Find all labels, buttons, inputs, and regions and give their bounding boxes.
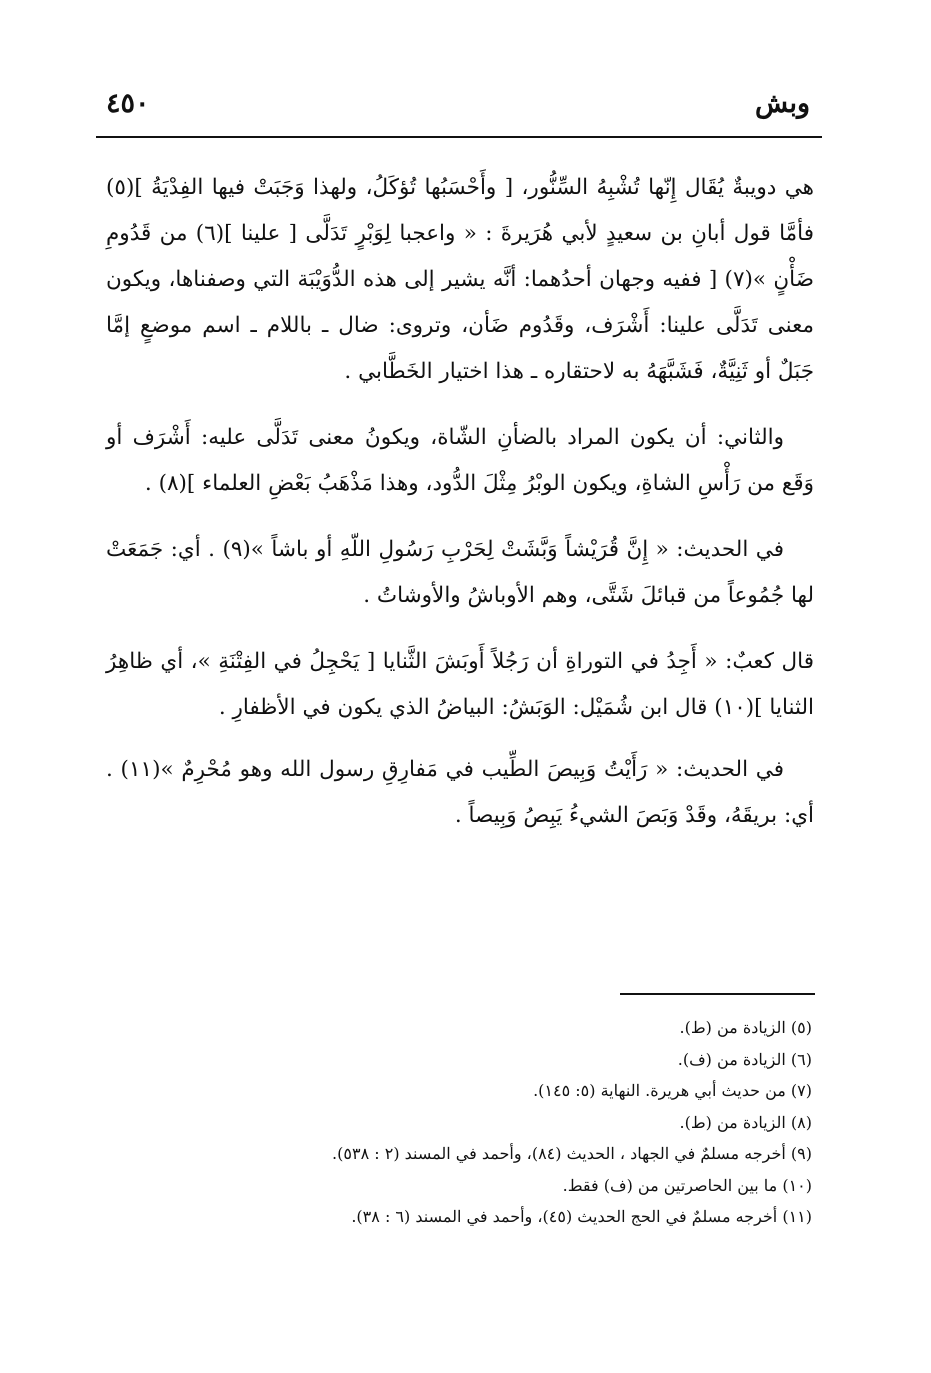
footnotes	[180, 1012, 812, 1233]
footnote-5: (٥) الزيادة من (ط).	[679, 1018, 812, 1037]
paragraph-4: قال كعبٌ: « أَجِدُ في التوراةِ أن رَجُلاً أَوبَشَ الثَّنايا [ يَحْجِلُ في الفِتْنَةِ »، أي ظاهِرُ الثنايا ](١٠) قال ابن شُمَيْل: الوَبَشُ: البياضُ الذي يكون في الأظفارِ .	[106, 649, 814, 720]
paragraph-3: في الحديث: « إِنَّ قُرَيْشاً وَبَّشَتْ لِحَرْبِ رَسُولِ اللّهِ أو باشاً »(٩) . أي: جَمَعَتْ لها جُمُوعاً من قبائلَ شَتَّى، وهم الأوباشُ والأوشاتُ .	[106, 537, 814, 608]
footnote-8: (٨) الزيادة من (ط).	[679, 1112, 812, 1132]
footnote-11: (١١) أخرجه مسلمٌ في الحج الحديث (٤٥)، وأحمد في المسند (٦ : ٣٨).	[351, 1207, 812, 1226]
running-head-entry-word: وبش	[755, 88, 810, 119]
footnote-7: (٧) من حديث أبي هريرة. النهاية (٥: ١٤٥).	[533, 1081, 812, 1100]
paragraph-2: والثاني: أن يكون المراد بالضأنِ الشّاة، ويكونُ معنى تَدَلَّى عليه: أَشْرَف أو وَقَع من رَأْسِ الشاةِ، ويكون الوبْرُ مِثْلَ الدُّود، وهذا مَذْهَبُ بَعْضِ العلماء ](٨) .	[106, 425, 814, 496]
paragraph-5: في الحديث: « رَأَيْتُ وَبِيصَ الطِّيب في مَفارِقِ رسول الله وهو مُحْرِمٌ »(١١) . أي: بريقَهُ، وقَدْ وَبَصَ الشيءُ يَبِصُ وَبِيصاً .	[106, 757, 814, 828]
page-number: ٤٥٠	[106, 88, 150, 119]
header-rule	[96, 136, 822, 138]
footnote-6: (٦) الزيادة من (ف).	[677, 1049, 812, 1069]
footnote-10: (١٠) ما بين الحاصرتين من (ف) فقط.	[562, 1175, 812, 1195]
footnote-9: (٩) أخرجه مسلمٌ في الجهاد ، الحديث (٨٤)، وأحمد في المسند (٢ : ٥٣٨).	[332, 1144, 812, 1163]
main-text	[106, 165, 814, 859]
footnote-rule	[620, 993, 815, 995]
page-header	[100, 82, 820, 132]
paragraph-1: هي دويبةٌ يُقَال إِنّها تُشْبِهُ السِّنُّور، [ وأَحْسَبُها تُؤكَلُ، ولهذا وَجَبَتْ فيها الفِدْيَةُ ](٥) فأمَّا قول أبانِ بن سعيدٍ لأبي هُرَيرةَ : « واعجبا لِوَبْرٍ تَدَلَّى [ علينا ](٦) من قَدُومِ ضَأْنٍ »(٧) [ ففيه وجهان أحدُهما: أنَّه يشير إلى هذه الدُّوَيْبَة التي وصفناها، ويكون معنى تَدَلَّى علينا: أَشْرَف، وقَدُوم ضَأن، وتروى: ضال ـ باللام ـ اسم موضعٍ إمَّا جَبَلٌ أو ثَنِيَّةٌ، فَشَبَّهَهُ به لاحتقاره ـ هذا اختيار الخَطَّابي .	[106, 175, 814, 384]
